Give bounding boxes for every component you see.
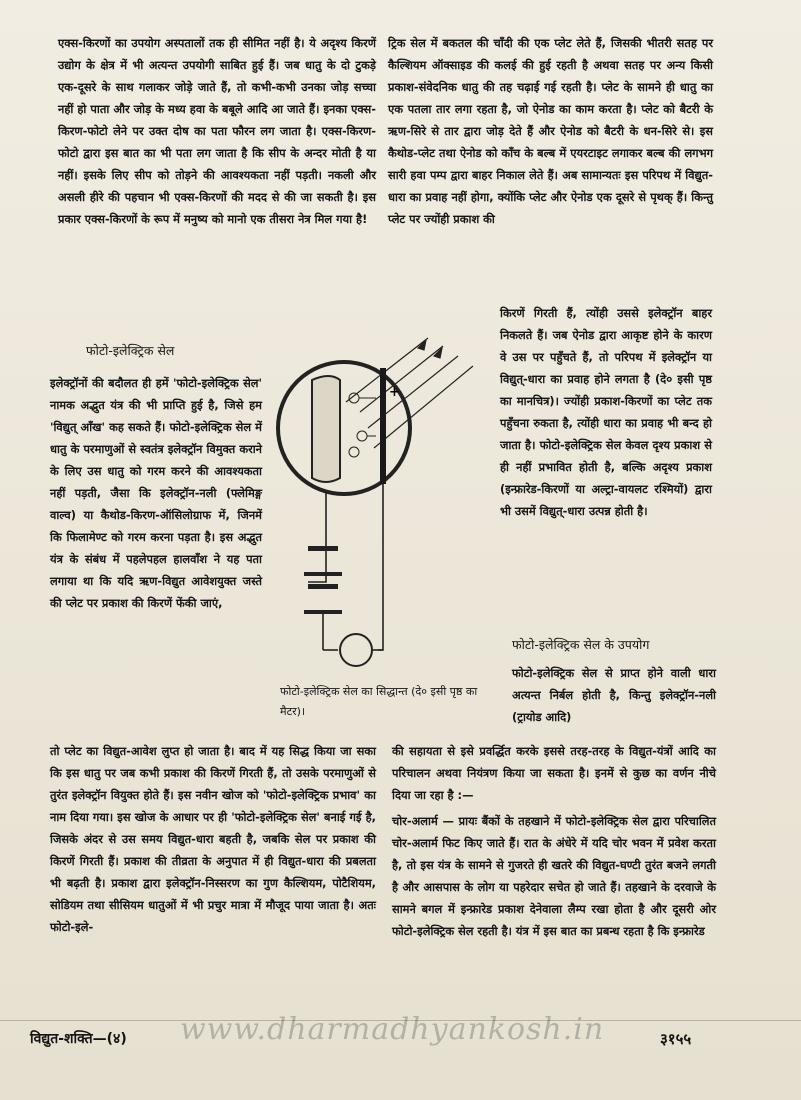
paragraph-xray-uses: एक्स-किरणों का उपयोग अस्पतालों तक ही सीमित नहीं है। ये अदृश्य किरणें उद्योग के क्षेत्र में भी अत्यन्त उपयोगी साबित हुई हैं। जब धातु के दो टुकड़े एक-दूसरे के साथ गलाकर जोड़े जाते हैं, तो कभी-कभी उनका जोड़ सच्चा नहीं हो पाता और जोड़ के मध्य हवा के बबूले आदि आ जाते हैं। इनका एक्स-किरण-फोटो लेने पर उक्त दोष का पता फौरन लग जाता है। एक्स-किरण-फोटो द्वारा इस बात का भी पता लग जाता है कि सीप के अन्दर मोती है या नहीं। इसके लिए सीप को तोड़ने की आवश्यकता नहीं पड़ती। नकली और असली हीरे की पहचान भी एक्स-किरणों की मदद से की जा सकती है। इस प्रकार एक्स-किरणों के रूप में मनुष्य को मानो एक तीसरा नेत्र मिल गया है!: [58, 36, 376, 226]
text-column-left-mid: [50, 372, 262, 614]
page-number: ३१५५: [660, 1030, 692, 1048]
watermark: www.dharmadhyankosh.in: [180, 1012, 605, 1047]
footer-volume-label: विद्युत-शक्ति—(४): [30, 1031, 127, 1047]
figure-caption: फोटो-इलेक्ट्रिक सेल का सिद्धान्त (दे० इसी पृष्ठ का मैटर)।: [280, 685, 478, 718]
anode-wire: [380, 368, 386, 484]
glass-bulb: [278, 362, 410, 494]
paragraph-burglar-alarm: चोर-अलार्म — प्रायः बैंकों के तहखाने में फोटो-इलेक्ट्रिक सेल द्वारा परिचालित चोर-अलार्म फिट किए जाते हैं। रात के अंधेरे में यदि चोर भवन में प्रवेश करता है, तो इस यंत्र के सामने से गुजरते ही खतरे की विद्युत-घण्टी तुरंत बजने लगती है और आसपास के लोग या पहरेदार सचेत हो जाते हैं। तहखाने के दरवाजे के सामने बगल में इन्फ्रारेड प्रकाश देनेवाला लैम्प रखा होता है और दूसरी ओर फोटो-इलेक्ट्रिक सेल रहती है। यंत्र में इस बात का प्रबन्ध रहता है कि इन्फ्रारेड: [392, 814, 716, 938]
galvanometer-icon: [340, 634, 372, 666]
section-heading-photo-electric-cell: फोटो-इलेक्ट्रिक सेल: [86, 343, 175, 358]
wire-right: [378, 484, 383, 650]
paragraph-amplification: की सहायता से इसे प्रवर्द्धित करके इससे तरह-तरह के विद्युत-यंत्रों आदि का परिचालन अथवा नियंत्रण किया जा सकता है। इनमें से कुछ का वर्णन नीचे दिया जा रहा है :—: [392, 744, 716, 802]
paragraph-electric-eye: इलेक्ट्रॉनों की बदौलत ही हमें 'फोटो-इलेक्ट्रिक सेल' नामक अद्भुत यंत्र की भी प्राप्ति हुई है, जिसे हम 'विद्युत् आँख' कह सकते हैं। फोटो-इलेक्ट्रिक सेल में धातु के परमाणुओं से स्वतंत्र इलेक्ट्रॉन विमुक्त कराने के लिए उस धातु को गरम करने की आवश्यकता नहीं पड़ती, जैसा कि इलेक्ट्रॉन-नली (फ्लेमिङ्ग वाल्व) या कैथोड-किरण-ऑसिलोग्राफ में, जिनमें कि फिलामेण्ट को गरम करना पड़ता है। इस अद्भुत यंत्र के संबंध में पहलेपहल हालवाँश ने यह पता लगाया था कि यदि ऋण-विद्युत आवेशयुक्त जस्ते की प्लेट पर प्रकाश की किरणें फेंकी जाएं,: [50, 376, 262, 610]
wire-left: [308, 490, 326, 582]
paragraph-electron-flow: किरणें गिरती हैं, त्योंही उससे इलेक्ट्रॉन बाहर निकलते हैं। जब ऐनोड द्वारा आकृष्ट होने के कारण वे उस पर पहुँचते हैं, तो परिपथ में इलेक्ट्रॉन या विद्युत्-धारा का प्रवाह होने लगता है (दे० इसी पृष्ठ का मानचित्र)। ज्योंही प्रकाश-किरणों का प्लेट तक पहुँचना रुकता है, त्योंही धारा का प्रवाह भी बन्द हो जाता है। फोटो-इलेक्ट्रिक सेल केवल दृश्य प्रकाश से ही नहीं प्रभावित होती है, बल्कि अदृश्य प्रकाश (इन्फ्रारेड-किरणों या अल्ट्रा-वायलट रश्मियों) द्वारा भी उसमें विद्युत्-धारा उत्पन्न होती है।: [500, 306, 712, 518]
paragraph-cell-construction: ट्रिक सेल में बकतल की चाँदी की एक प्लेट लेते हैं, जिसकी भीतरी सतह पर कैल्शियम ऑक्साइड की कलई की हुई रहती है अथवा सतह पर अन्य किसी प्रकाश-संवेदनिक धातु की तह चढ़ाई गई रहती है। प्लेट के सामने ही धातु का एक पतला तार लगा रहता है, जो ऐनोड का काम करता है। प्लेट को बैटरी के ऋण-सिरे से तार द्वारा जोड़ देते हैं और ऐनोड को बैटरी के धन-सिरे से। इस कैथोड-प्लेट तथा ऐनोड को काँच के बल्ब में एयरटाइट लगाकर बल्ब की लगभग सारी हवा पम्प द्वारा बाहर निकाल लेते हैं। अब सामान्यतः इस परिपथ में विद्युत-धारा का प्रवाह नहीं होगा, क्योंकि प्लेट और ऐनोड एक दूसरे से पृथक् हैं। किन्तु प्लेट पर ज्योंही प्रकाश की: [388, 36, 713, 226]
paragraph-uses-intro: फोटो-इलेक्ट्रिक सेल से प्राप्त होने वाली धारा अत्यन्त निर्बल होती है, किन्तु इलेक्ट्रॉन-नली (ट्रायोड आदि): [512, 666, 716, 724]
text-column-right-uses: [512, 662, 716, 728]
text-column-left-bottom: [50, 740, 376, 938]
text-column-right-mid: [500, 302, 712, 522]
section-heading-uses: फोटो-इलेक्ट्रिक सेल के उपयोग: [512, 637, 650, 652]
paragraph-photo-electric-effect: तो प्लेट का विद्युत-आवेश लुप्त हो जाता है। बाद में यह सिद्ध किया जा सका कि इस धातु पर जब कभी प्रकाश की किरणें गिरती हैं, तो उसके परमाणुओं से तुरंत इलेक्ट्रॉन वियुक्त होते हैं। इस नवीन खोज को 'फोटो-इलेक्ट्रिक प्रभाव' का नाम दिया गया। इस खोज के आधार पर ही 'फोटो-इलेक्ट्रिक सेल' बनाई गई है, जिसके अंदर से उस समय विद्युत-धारा बहती है, जबकि सेल पर प्रकाश की किरणें गिरती हैं। प्रकाश की तीव्रता के अनुपात में ही विद्युत-धारा की प्रबलता भी बढ़ती है। प्रकाश द्वारा इलेक्ट्रॉन-निस्सरण का गुण कैल्शियम, पोटैशियम, सोडियम तथा सीसियम धातुओं में भी प्रचुर मात्रा में मौजूद पाया जाता है। अतः फोटो-इले-: [50, 744, 376, 934]
cathode-plate: [312, 376, 340, 482]
photo-cell-diagram: [268, 332, 508, 682]
text-column-left-top: [58, 32, 376, 230]
text-column-right-top: [388, 32, 713, 230]
plus-sign: +: [389, 385, 400, 400]
text-column-right-bottom: [392, 740, 716, 942]
battery-icon: [304, 546, 342, 650]
